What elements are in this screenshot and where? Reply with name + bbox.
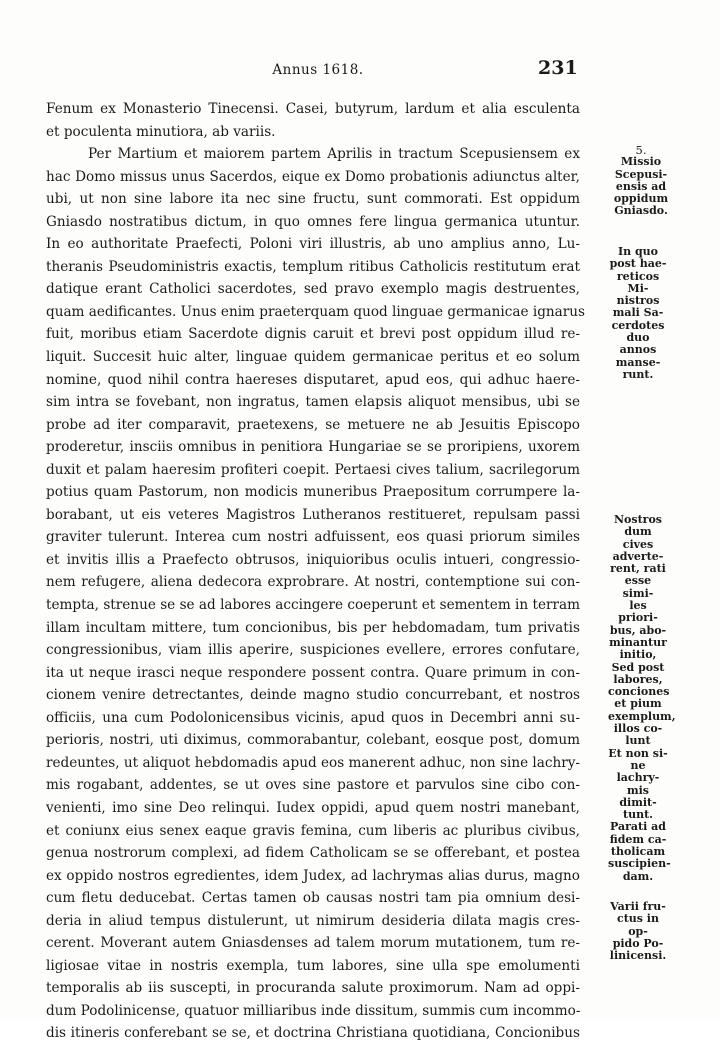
margin-note-line: ensis ad xyxy=(615,179,667,193)
margin-note-line: Nostros xyxy=(614,513,662,526)
text-line: tempta, strenue se se ad labores accingere coeperunt et sementem in terram xyxy=(46,597,580,614)
margin-note-varii-fructus xyxy=(608,901,668,962)
margin-note-line: dam. xyxy=(622,869,654,883)
text-line: Gniasdo nostratibus dictum, in quo omnes fere lingua germanica utuntur. xyxy=(46,213,580,230)
margin-note-missio xyxy=(611,144,671,218)
margin-note-line: Scepusi- xyxy=(614,167,668,181)
text-line: sim intra se fovebant, non ingratus, tamen elapsis aliquot mensibus, ubi se xyxy=(46,394,580,411)
margin-note-line: suscipien- xyxy=(608,857,671,871)
margin-note-line: minantur xyxy=(609,635,667,649)
margin-note-line: Missio xyxy=(620,155,662,169)
margin-note-line: initio, xyxy=(619,648,657,662)
text-line: et coniunx eius senex eaque gravis femina, cum liberis ac pluribus civibus, xyxy=(46,822,580,839)
text-line: redeuntes, ut aliquot hebdomadis apud eos manerent adhuc, non sine lachry- xyxy=(46,754,581,771)
text-line: ligiosae vitae in nostris exempla, tum labores, sine ulla spe emolumenti xyxy=(46,957,580,974)
margin-note-line: nistros xyxy=(616,294,660,308)
margin-note-line: duo annos xyxy=(619,331,657,357)
margin-note-line: fidem ca- xyxy=(609,832,667,846)
margin-note-nostros xyxy=(608,513,676,883)
margin-note-line: bus, abo- xyxy=(609,623,667,637)
text-line: probe ad iter comparavit, praetexens, se metuere ne ab Jesuitis Episcopo xyxy=(46,416,580,433)
text-line: datique erant Catholici sacerdotes, sed pravo exemplo magis destruentes, xyxy=(46,281,580,298)
margin-note-line: esse simi- xyxy=(622,574,654,600)
margin-note-line: Varii fru- xyxy=(610,900,666,913)
text-line: deria in aliud tempus distulerunt, ut nimirum desideria dilata magis cres- xyxy=(46,912,580,929)
margin-note-line: Sed post xyxy=(611,660,665,674)
text-line: mis rogabant, addentes, se ut oves sine pastore et parvulos sine cibo con- xyxy=(46,777,580,794)
text-line: fuit, moribus etiam Sacerdote dignis caruit et brevi post oppidum illud re- xyxy=(46,326,580,343)
margin-note-line: In quo xyxy=(618,245,658,258)
margin-note-line: adverte- xyxy=(612,549,664,563)
page-number: 231 xyxy=(538,57,578,79)
text-line: Fenum ex Monasterio Tinecensi. Casei, butyrum, lardum et alia esculenta xyxy=(46,101,580,117)
margin-note-line: et pium xyxy=(614,697,662,711)
text-line: cerent. Moverant autem Gniasdenses ad talem morum mutationem, tum re- xyxy=(46,935,580,952)
margin-note-sacerdotes xyxy=(608,246,668,381)
text-line: temporalis ab iis suscepti, in procuranda salute proximorum. Nam ad oppi- xyxy=(46,980,580,997)
margin-note-line: oppidum xyxy=(613,192,669,206)
text-line: cionem venire detrectantes, deinde magno studio concurrebant, et nostros xyxy=(46,687,580,704)
text-line: proderetur, insciis omnibus in penitiora Hungariae se se proripiens, uxorem xyxy=(46,439,580,456)
running-header-title: Annus 1618. xyxy=(272,62,364,78)
text-line: hac Domo missus unus Sacerdos, eique ex Domo probationis adiunctus alter, xyxy=(46,168,580,185)
margin-note-line: ne lachry- xyxy=(616,758,660,785)
margin-note-line: labores, xyxy=(613,672,663,686)
text-line: cum fletu deducebat. Certas tamen ob causas nostri tam pia omnium desi- xyxy=(46,890,580,907)
margin-note-line: Gniasdo. xyxy=(614,204,668,218)
margin-note-line: manse- xyxy=(615,355,661,369)
text-line: venienti, imo sine Deo relinqui. Iudex oppidi, apud quem nostri manebant, xyxy=(46,799,580,816)
text-line: In eo authoritate Praefecti, Poloni viri illustris, ab uno amplius anno, Lu- xyxy=(46,236,580,253)
margin-note-line: lunt xyxy=(625,734,651,748)
margin-note-line: illos co- xyxy=(613,722,663,736)
text-line: potius quam Pastorum, non modicis muneribus Praepositum corrumpere la- xyxy=(46,484,580,501)
main-text-column xyxy=(46,98,585,1045)
text-line: dum Podolinicense, quatuor milliaribus inde dissitum, summis cum incommo- xyxy=(46,1002,581,1019)
margin-note-line: dum cives xyxy=(622,525,654,551)
text-line: illam incultam mittere, tum concionibus, bis per hebdomadam, tum privatis xyxy=(46,619,580,636)
margin-note-line: reticos Mi- xyxy=(616,269,660,295)
text-line: et poculenta minutiora, ab variis. xyxy=(46,123,276,140)
margin-note-line: Et non si- xyxy=(608,746,668,760)
margin-note-line: tunt. xyxy=(623,808,653,822)
margin-note-line: conciones xyxy=(608,685,670,699)
text-line: nem refugere, aliena dedecora exprobrare. At nostri, contemptione sui con- xyxy=(46,574,580,591)
margin-note-line: mis dimit- xyxy=(619,783,657,809)
text-line: theranis Pseudoministris exactis, templum ritibus Catholicis restitutum erat xyxy=(46,258,580,275)
text-line: Per Martium et maiorem partem Aprilis in tractum Scepusiensem ex xyxy=(88,146,580,163)
text-line: borabant, ut eis veteres Magistros Lutheranos restitueret, repulsam passi xyxy=(46,506,580,523)
text-line: graviter tulerunt. Interea cum nostri adfuissent, eos quasi priorum similes xyxy=(46,529,580,546)
margin-note-number: 5. xyxy=(635,143,647,157)
margin-note-line: post hae- xyxy=(609,257,667,271)
margin-note-line: exemplum, xyxy=(608,709,676,723)
text-line: nomine, quod nihil contra haereses disputaret, apud eos, qui adhuc haere- xyxy=(46,371,580,388)
margin-note-line: mali Sa- xyxy=(612,306,664,320)
text-line: dis itineris conferebant se se, et doctrina Christiana quotidiana, Concionibus xyxy=(46,1025,580,1042)
margin-note-line: cerdotes xyxy=(611,318,665,332)
margin-note-line: tholicam xyxy=(610,845,666,859)
margin-note-line: pido Po- xyxy=(612,936,664,950)
margin-note-line: Parati ad xyxy=(610,820,666,834)
margin-note-line: rent, rati xyxy=(610,562,666,576)
text-line: perioris, nostri, uti diximus, commorabantur, colebant, eosque post, domum xyxy=(46,732,580,749)
margin-note-line: les priori- xyxy=(618,599,658,625)
text-line: congressionibus, viam illis aperire, suspiciones evellere, errores confutare, xyxy=(46,642,580,659)
text-line: ubi, ut non sine labore ita nec sine fructu, sunt commorati. Est oppidum xyxy=(46,191,580,208)
text-line: genua nostrorum complexi, ad fidem Catholicam se se offerebant, et postea xyxy=(46,845,580,862)
text-line: ex oppido nostros egredientes, idem Judex, ad lachrymas alias durus, magno xyxy=(46,867,580,884)
text-line: liquit. Succesit huic alter, linguae quidem germanicae peritus et eo solum xyxy=(46,349,580,366)
text-line: ita ut neque irasci neque respondere possent contra. Quare primum in con- xyxy=(46,664,580,681)
text-line: et invitis illis a Praefecto obtrusos, iniquioribus oculis intueri, congressio- xyxy=(46,551,580,568)
margin-note-line: ctus in op- xyxy=(617,912,659,938)
text-line: quam aedificantes. Unus enim praeterquam quod linguae germanicae ignarus xyxy=(46,303,585,320)
text-line: officiis, una cum Podolonicensibus vicinis, apud quos in Decembri anni su- xyxy=(46,709,580,726)
text-line: duxit et palam haeresim profiteri coepit. Pertaesi cives talium, sacrilegorum xyxy=(46,461,580,478)
margin-note-line: runt. xyxy=(622,367,654,381)
margin-note-line: linicensi. xyxy=(609,949,667,963)
